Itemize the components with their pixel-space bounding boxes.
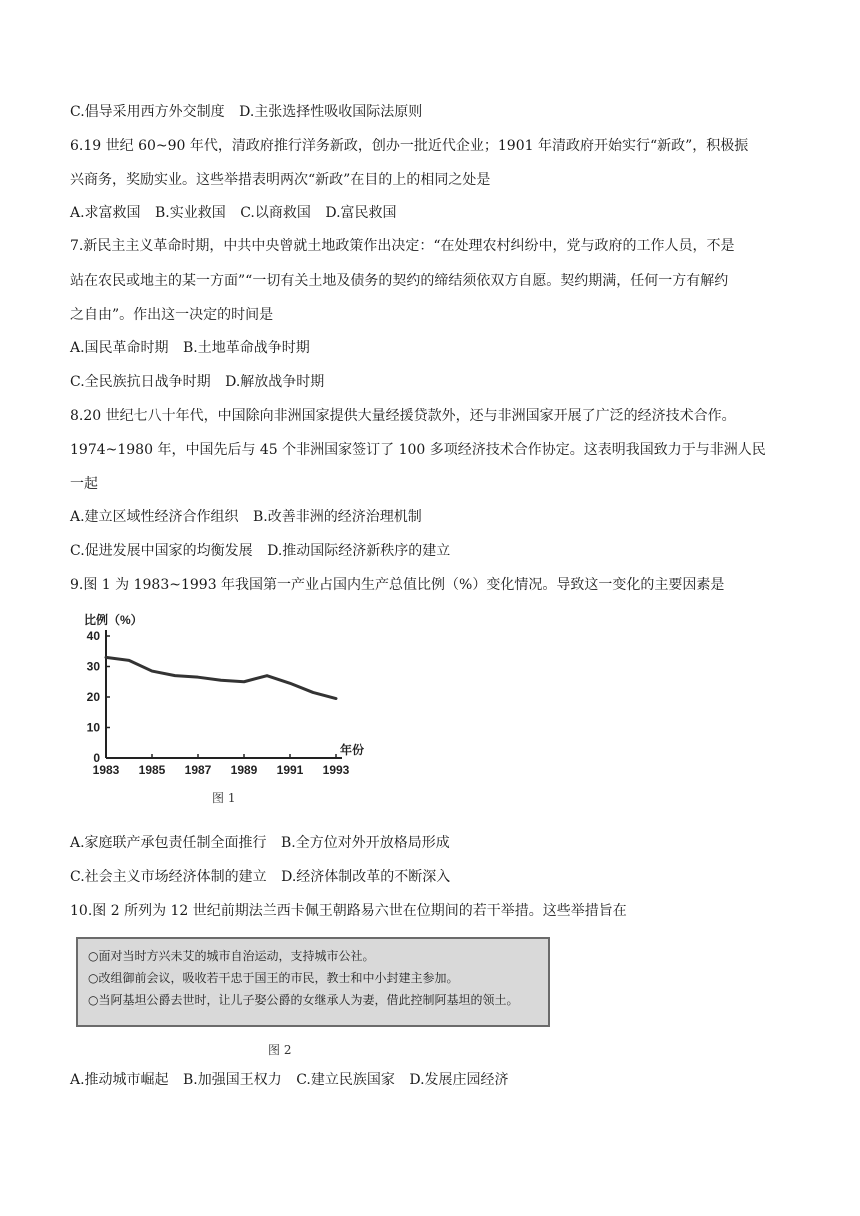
figure-2-item: ○面对当时方兴未艾的城市自治运动，支持城市公社。 xyxy=(88,949,375,963)
q8-stem-line-1: 8.20 世纪七八十年代，中国除向非洲国家提供大量经援贷款外，还与非洲国家开展了广泛的经济技术合作。 xyxy=(70,408,736,424)
q9-options-row-2 xyxy=(70,867,800,887)
q10-option-a[interactable]: A.推动城市崛起 xyxy=(70,1072,169,1088)
q8-option-b[interactable]: B.改善非洲的经济治理机制 xyxy=(253,509,422,525)
q7-option-d[interactable]: D.解放战争时期 xyxy=(225,374,325,390)
x-tick-label: 1989 xyxy=(230,763,258,777)
q8-option-c[interactable]: C.促进发展中国家的均衡发展 xyxy=(70,543,253,559)
q7-stem-line-1: 7.新民主主义革命时期，中共中央曾就土地政策作出决定：“在处理农村纠纷中，党与政府的工作人员，不是 xyxy=(70,238,735,254)
q6-stem-line-2: 兴商务，奖励实业。这些举措表明两次“新政”在目的上的相同之处是 xyxy=(70,172,491,188)
q5-option-c[interactable]: C.倡导采用西方外交制度 xyxy=(70,104,225,120)
figure-2-item: ○当阿基坦公爵去世时，让儿子娶公爵的女继承人为妻，借此控制阿基坦的领土。 xyxy=(88,993,519,1007)
q8-stem-line-3: 一起 xyxy=(70,476,98,492)
y-tick-label: 0 xyxy=(93,751,100,765)
figure-2-caption: 图 2 xyxy=(268,1043,292,1057)
y-tick-label: 10 xyxy=(86,720,100,735)
q6-option-d[interactable]: D.富民救国 xyxy=(325,205,397,221)
q8-options-row-1 xyxy=(70,507,800,527)
chart-axes xyxy=(87,629,350,777)
y-tick-label: 30 xyxy=(86,659,100,674)
q5-options xyxy=(70,102,800,122)
q6-option-a[interactable]: A.求富救国 xyxy=(70,205,141,221)
q10-option-b[interactable]: B.加强国王权力 xyxy=(183,1072,282,1088)
q10-stem-line-1: 10.图 2 所列为 12 世纪前期法兰西卡佩王朝路易六世在位期间的若干举措。这些举措旨在 xyxy=(70,903,627,919)
q9-options-row-1 xyxy=(70,833,800,853)
y-axis-label: 比例（%） xyxy=(84,613,143,627)
x-axis-label: 年份 xyxy=(340,743,365,757)
chart-plot-area xyxy=(106,657,336,698)
figure-2-item: ○改组御前会议，吸收若干忠于国王的市民，教士和中小封建主参加。 xyxy=(88,971,459,985)
q7-options-row-1 xyxy=(70,338,800,358)
y-tick-label: 40 xyxy=(86,629,100,643)
q6-option-c[interactable]: C.以商救国 xyxy=(240,205,311,221)
q7-option-b[interactable]: B.土地革命战争时期 xyxy=(183,340,310,356)
x-tick-label: 1985 xyxy=(138,763,166,777)
q6-option-b[interactable]: B.实业救国 xyxy=(155,205,226,221)
q7-stem-line-3: 之自由”。作出这一决定的时间是 xyxy=(70,307,274,323)
q5-option-d[interactable]: D.主张选择性吸收国际法原则 xyxy=(239,104,423,120)
figure-caption: 图 1 xyxy=(212,791,236,805)
x-tick-label: 1993 xyxy=(322,763,350,777)
series-line-0 xyxy=(106,657,336,698)
q7-option-c[interactable]: C.全民族抗日战争时期 xyxy=(70,374,211,390)
q9-option-a[interactable]: A.家庭联产承包责任制全面推行 xyxy=(70,835,267,851)
q6-options xyxy=(70,203,800,223)
q9-option-c[interactable]: C.社会主义市场经济体制的建立 xyxy=(70,869,267,885)
q10-option-d[interactable]: D.发展庄园经济 xyxy=(409,1072,509,1088)
figure-1-chart xyxy=(74,606,384,818)
x-tick-label: 1983 xyxy=(92,763,120,777)
q10-options xyxy=(70,1070,800,1090)
q9-option-d[interactable]: D.经济体制改革的不断深入 xyxy=(281,869,451,885)
q7-stem-line-2: 站在农民或地主的某一方面”“一切有关土地及债务的契约的缔结须依双方自愿。契约期满，任何一方有解约 xyxy=(70,273,729,289)
q7-option-a[interactable]: A.国民革命时期 xyxy=(70,340,169,356)
q10-option-c[interactable]: C.建立民族国家 xyxy=(296,1072,395,1088)
q6-stem-line-1: 6.19 世纪 60~90 年代，清政府推行洋务新政，创办一批近代企业；1901 年清政府开始实行“新政”，积极振 xyxy=(70,138,749,154)
q7-options-row-2 xyxy=(70,372,800,392)
q8-option-a[interactable]: A.建立区域性经济合作组织 xyxy=(70,509,239,525)
q8-stem-line-2: 1974~1980 年，中国先后与 45 个非洲国家签订了 100 多项经济技术合作协定。这表明我国致力于与非洲人民 xyxy=(70,442,766,458)
y-tick-label: 20 xyxy=(86,690,100,704)
x-tick-label: 1991 xyxy=(276,763,304,777)
chart-svg xyxy=(74,606,384,818)
q8-option-d[interactable]: D.推动国际经济新秩序的建立 xyxy=(267,543,451,559)
q9-option-b[interactable]: B.全方位对外开放格局形成 xyxy=(281,835,450,851)
x-tick-label: 1987 xyxy=(184,763,212,777)
q9-stem-line-1: 9.图 1 为 1983~1993 年我国第一产业占国内生产总值比例（%）变化情况。导致这一变化的主要因素是 xyxy=(70,577,725,593)
figure-2-box xyxy=(76,937,550,1027)
q8-options-row-2 xyxy=(70,541,800,561)
